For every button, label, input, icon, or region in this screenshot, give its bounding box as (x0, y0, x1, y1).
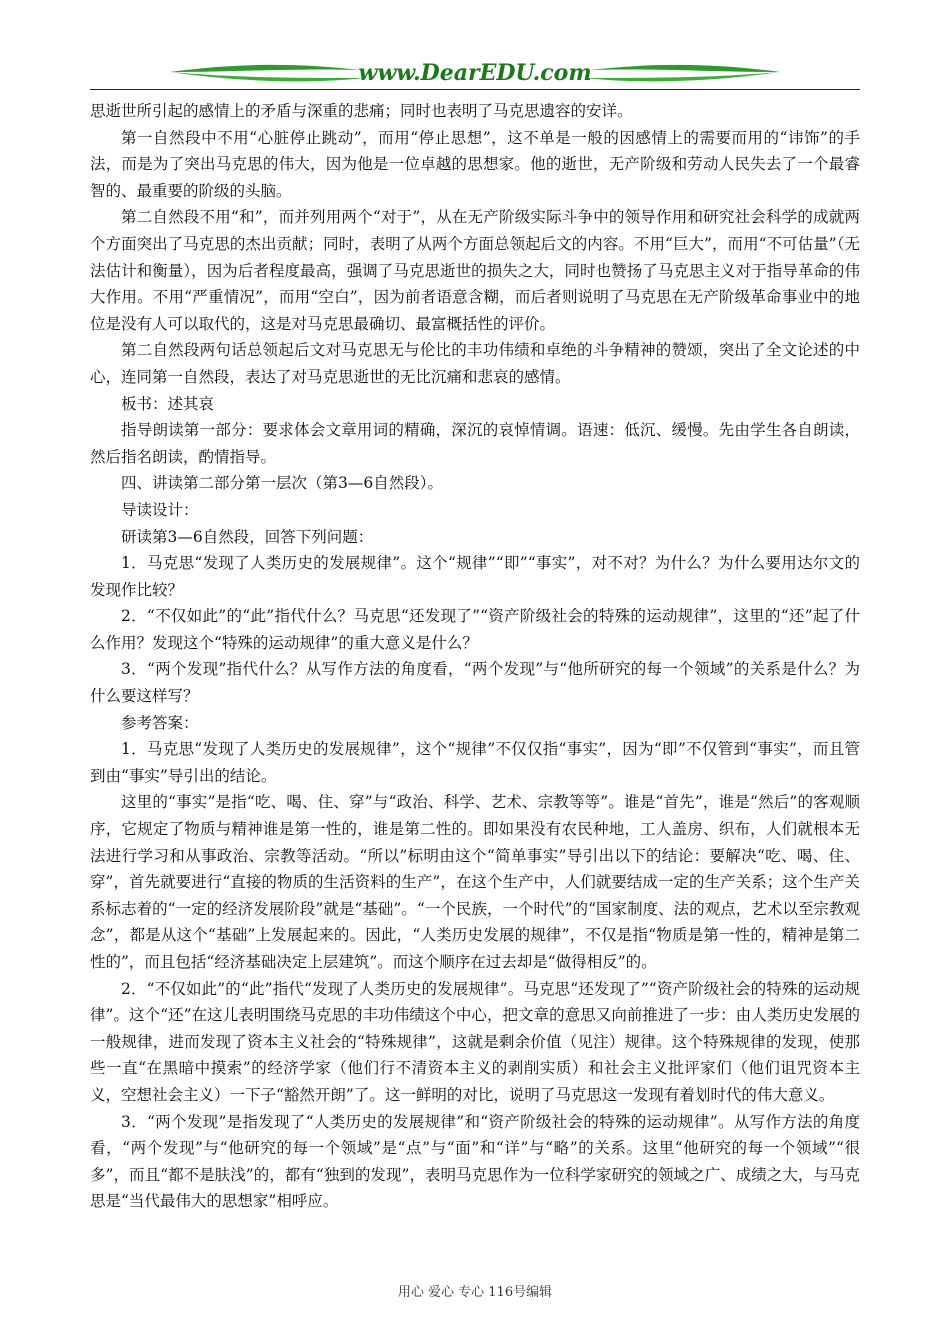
document-body (90, 98, 860, 1215)
site-header-banner (90, 58, 860, 92)
question-item: 3．“两个发现”指代什么？从写作方法的角度看，“两个发现”与“他所研究的每一个领域”的关系是什么？为什么要这样写？ (90, 660, 860, 706)
answer-item: 3．“两个发现”是指发现了“人类历史的发展规律”和“资产阶级社会的特殊的运动规律”。从写作方法的角度看，“两个发现”与“他研究的每一个领域”是“点”与“面”和“详”与“略”的关系。这里“他研究的每一个领域”“很多”，而且“都不是肤浅”的，都有“独到的发现”，表明马克思作为一位科学家研究的领域之广、成绩之大，与马克思是“当代最伟大的思想家”相呼应。 (90, 1112, 860, 1211)
subheading: 导读设计： (121, 500, 199, 519)
site-name: www.DearEDU.com (358, 60, 592, 86)
paragraph: 第一自然段中不用“心脏停止跳动”，而用“停止思想”，这不单是一般的因感情上的需要而用的“讳饰”的手法，而是为了突出马克思的伟大，因为他是一位卓越的思想家。他的逝世，无产阶级和劳动人民失去了一个最睿智的、最重要的阶级的头脑。 (90, 128, 860, 200)
paragraph: 第二自然段不用“和”，而并列用两个“对于”，从在无产阶级实际斗争中的领导作用和研究社会科学的成就两个方面突出了马克思的杰出贡献；同时，表明了从两个方面总领起后文的内容。不用“巨大”，而用“不可估量”（无法估计和衡量），因为后者程度最高，强调了马克思逝世的损失之大，同时也赞扬了马克思主义对于指导革命的伟大作用。不用“严重情况”，而用“空白”，因为前者语意含糊，而后者则说明了马克思在无产阶级革命事业中的地位是没有人可以取代的，这是对马克思最确切、最富概括性的评价。 (90, 208, 860, 333)
page-footer: 用心 爱心 专心 116号编辑 (397, 1285, 553, 1300)
subheading: 参考答案： (121, 713, 199, 732)
section-heading: 四、讲读第二部分第一层次（第3—6自然段）。 (121, 474, 443, 493)
paragraph: 研读第3—6自然段，回答下列问题： (121, 527, 374, 546)
question-item: 1．马克思“发现了人类历史的发展规律”。这个“规律”“即”“事实”，对不对？为什么？为什么要用达尔文的发现作比较？ (90, 554, 860, 599)
answer-item: 2．“不仅如此”的“此”指代“发现了人类历史的发展规律”。马克思“还发现了”“资产阶级社会的特殊的运动规律”。这个“还”在这儿表明围绕马克思的丰功伟绩这个中心，把文章的意思又向前推进了一步：由人类历史发展的一般规律，进而发现了资本主义社会的“特殊规律”，这就是剩余价值（见注）规律。这个特殊规律的发现，使那些一直“在黑暗中摸索”的经济学家（他们行不清资本主义的剥削实质）和社会主义批评家们（他们诅咒资本主义，空想社会主义）一下子“豁然开朗”了。这一鲜明的对比，说明了马克思这一发现有着划时代的伟大意义。 (90, 979, 860, 1104)
paragraph: 思逝世所引起的感情上的矛盾与深重的悲痛；同时也表明了马克思遗容的安详。 (90, 102, 633, 120)
question-item: 2．“不仅如此”的“此”指代什么？马克思“还发现了”“资产阶级社会的特殊的运动规律”，这里的“还”起了什么作用？发现这个“特殊的运动规律”的重大意义是什么？ (90, 607, 860, 652)
swoosh-logo (90, 58, 860, 92)
header-divider (90, 89, 860, 90)
paragraph: 这里的“事实”是指“吃、喝、住、穿”与“政治、科学、艺术、宗教等等”。谁是“首先”，谁是“然后”的客观顺序，它规定了物质与精神谁是第一性的，谁是第二性的。即如果没有农民种地，工人盖房、织布，人们就根本无法进行学习和从事政治、宗教等活动。“所以”标明由这个“简单事实”导引出以下的结论：要解决“吃、喝、住、穿”，首先就要进行“直接的物质的生活资料的生产”，在这个生产中，人们就要结成一定的生产关系；这个生产关系标志着的“一定的经济发展阶段”就是“基础”。“一个民族，一个时代”的“国家制度、法的观点，艺术以至宗教观念”，都是从这个“基础”上发展起来的。因此，“人类历史发展的规律”，不仅是指“物质是第一性的，精神是第二性的”，而且包括“经济基础决定上层建筑”。而这个顺序在过去却是“做得相反”的。 (90, 793, 860, 971)
blackboard-note: 板书：述其哀 (121, 394, 215, 413)
paragraph: 指导朗读第一部分：要求体会文章用词的精确，深沉的哀悼情调。语速：低沉、缓慢。先由学生各自朗读，然后指名朗读，酌情指导。 (90, 421, 860, 466)
paragraph: 第二自然段两句话总领起后文对马克思无与伦比的丰功伟绩和卓绝的斗争精神的赞颂，突出了全文论述的中心，连同第一自然段，表达了对马克思逝世的无比沉痛和悲哀的感情。 (90, 341, 860, 386)
answer-item: 1．马克思“发现了人类历史的发展规律”，这个“规律”不仅仅指“事实”，因为“即”不仅管到“事实”，而且管到由“事实”导引出的结论。 (90, 740, 860, 785)
